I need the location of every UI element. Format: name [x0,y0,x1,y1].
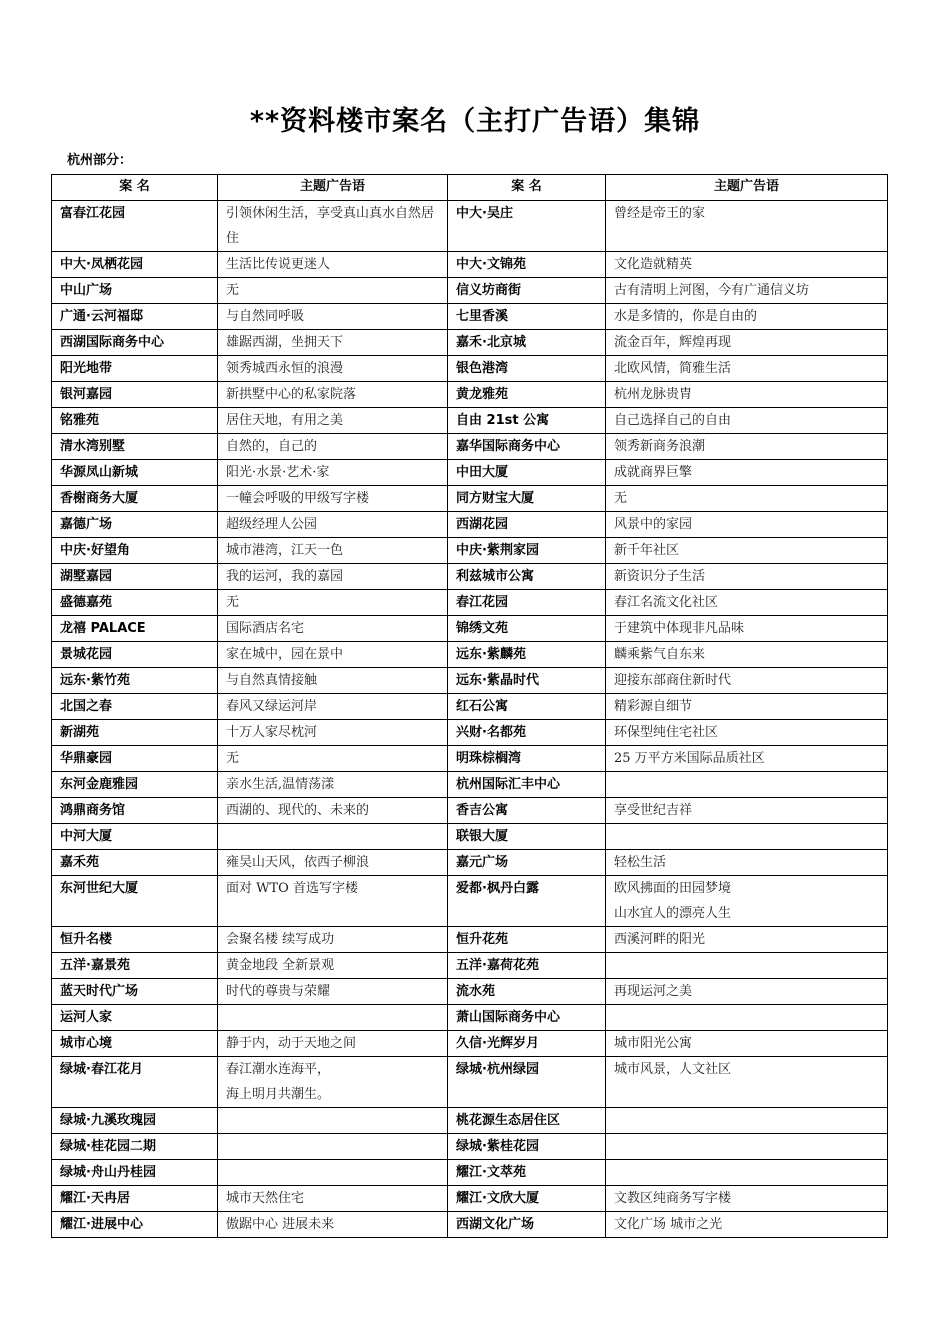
slogan-left: 春江潮水连海平， 海上明月共潮生。 [218,1057,448,1108]
project-name-right: 远东·紫麟苑 [448,642,606,668]
slogan-right: 文教区纯商务写字楼 [606,1186,888,1212]
table-row [52,720,888,746]
slogan-right: 欧风拂面的田园梦境 山水宜人的漂亮人生 [606,876,888,927]
slogan-right: 曾经是帝王的家 [606,201,888,252]
slogan-right: 春江名流文化社区 [606,590,888,616]
project-name-right: 嘉元广场 [448,850,606,876]
project-name-left: 绿城·桂花园二期 [52,1134,218,1160]
project-name-left: 远东·紫竹苑 [52,668,218,694]
slogan-right: 北欧风情，简雅生活 [606,356,888,382]
project-name-right: 中大·吴庄 [448,201,606,252]
table-row [52,824,888,850]
project-name-right: 中田大厦 [448,460,606,486]
slogan-right: 成就商界巨擎 [606,460,888,486]
table-row [52,538,888,564]
slogan-left: 城市天然住宅 [218,1186,448,1212]
project-name-right: 银色港湾 [448,356,606,382]
slogan-right: 麟乘紫气自东来 [606,642,888,668]
project-name-right: 耀江·文欣大厦 [448,1186,606,1212]
table-row [52,616,888,642]
project-name-left: 嘉禾苑 [52,850,218,876]
slogan-left: 傲踞中心 进展未来 [218,1212,448,1238]
slogan-right [606,772,888,798]
table-row [52,564,888,590]
slogan-left: 新拱墅中心的私家院落 [218,382,448,408]
slogan-right: 领秀新商务浪潮 [606,434,888,460]
slogan-right: 新资识分子生活 [606,564,888,590]
project-name-left: 鸿鼎商务馆 [52,798,218,824]
table-row [52,590,888,616]
slogan-left: 黄金地段 全新景观 [218,953,448,979]
project-name-left: 铭雅苑 [52,408,218,434]
project-name-left: 绿城·舟山丹桂园 [52,1160,218,1186]
slogan-right: 文化广场 城市之光 [606,1212,888,1238]
project-name-left: 绿城·九溪玫瑰园 [52,1108,218,1134]
table-row [52,434,888,460]
project-name-right: 西湖文化广场 [448,1212,606,1238]
slogan-left: 生活比传说更迷人 [218,252,448,278]
project-name-left: 中山广场 [52,278,218,304]
table-row [52,746,888,772]
project-name-left: 华源凤山新城 [52,460,218,486]
project-name-right: 明珠棕榈湾 [448,746,606,772]
project-name-left: 城市心境 [52,1031,218,1057]
slogan-left: 春风又绿运河岸 [218,694,448,720]
slogan-right: 城市风景，人文社区 [606,1057,888,1108]
table-row [52,201,888,252]
header-slogan-right: 主题广告语 [606,175,888,201]
table-body [52,201,888,1238]
table-row [52,876,888,927]
project-name-right: 信义坊商街 [448,278,606,304]
slogan-left: 阳光·水景·艺术·家 [218,460,448,486]
table-row [52,1031,888,1057]
slogan-right: 水是多情的，你是自由的 [606,304,888,330]
slogan-left: 面对 WTO 首选写字楼 [218,876,448,927]
project-slogan-table [51,174,888,1238]
project-name-right: 中大·文锦苑 [448,252,606,278]
table-row [52,798,888,824]
project-name-right: 萧山国际商务中心 [448,1005,606,1031]
project-name-left: 中河大厦 [52,824,218,850]
slogan-left: 家在城中，园在景中 [218,642,448,668]
section-heading: 杭州部分： [67,153,133,168]
slogan-left [218,824,448,850]
slogan-left: 时代的尊贵与荣耀 [218,979,448,1005]
table-row [52,1005,888,1031]
slogan-right: 风景中的家园 [606,512,888,538]
slogan-right: 轻松生活 [606,850,888,876]
slogan-left: 无 [218,746,448,772]
table-row [52,356,888,382]
slogan-left: 雍吴山天风，依西子柳浪 [218,850,448,876]
table-row [52,330,888,356]
table-row [52,1186,888,1212]
project-name-right: 流水苑 [448,979,606,1005]
project-name-left: 蓝天时代广场 [52,979,218,1005]
slogan-right: 精彩源自细节 [606,694,888,720]
project-name-right: 五洋·嘉荷花苑 [448,953,606,979]
project-name-right: 利兹城市公寓 [448,564,606,590]
project-name-left: 龙禧 PALACE [52,616,218,642]
project-name-right: 耀江·文萃苑 [448,1160,606,1186]
slogan-left: 我的运河，我的嘉园 [218,564,448,590]
project-name-left: 盛德嘉苑 [52,590,218,616]
table-row [52,694,888,720]
header-project-name-right: 案 名 [448,175,606,201]
project-name-right: 中庆·紫荆家园 [448,538,606,564]
project-name-right: 久信·光辉岁月 [448,1031,606,1057]
table-row [52,460,888,486]
project-name-right: 黄龙雅苑 [448,382,606,408]
slogan-right: 杭州龙脉贵胄 [606,382,888,408]
slogan-left: 自然的，自己的 [218,434,448,460]
project-name-left: 华鼎豪园 [52,746,218,772]
project-name-right: 春江花园 [448,590,606,616]
slogan-left [218,1108,448,1134]
slogan-right [606,953,888,979]
table-row [52,927,888,953]
table-row [52,1134,888,1160]
project-name-left: 景城花园 [52,642,218,668]
slogan-left: 西湖的、现代的、未来的 [218,798,448,824]
project-name-left: 清水湾别墅 [52,434,218,460]
slogan-right [606,1005,888,1031]
slogan-left: 与自然真情接触 [218,668,448,694]
slogan-right: 古有清明上河图，今有广通信义坊 [606,278,888,304]
slogan-right: 城市阳光公寓 [606,1031,888,1057]
slogan-left: 会聚名楼 续写成功 [218,927,448,953]
project-name-left: 富春江花园 [52,201,218,252]
slogan-right: 无 [606,486,888,512]
slogan-left [218,1134,448,1160]
project-name-right: 桃花源生态居住区 [448,1108,606,1134]
slogan-right: 再现运河之美 [606,979,888,1005]
slogan-left: 国际酒店名宅 [218,616,448,642]
slogan-right: 西溪河畔的阳光 [606,927,888,953]
project-name-right: 嘉华国际商务中心 [448,434,606,460]
slogan-right: 文化造就精英 [606,252,888,278]
table-row [52,668,888,694]
project-name-right: 西湖花园 [448,512,606,538]
slogan-left: 静于内，动于天地之间 [218,1031,448,1057]
header-project-name-left: 案 名 [52,175,218,201]
slogan-right: 25 万平方米国际品质社区 [606,746,888,772]
project-name-left: 耀江·进展中心 [52,1212,218,1238]
project-name-left: 香榭商务大厦 [52,486,218,512]
project-name-left: 湖墅嘉园 [52,564,218,590]
page-title: **资料楼市案名（主打广告语）集锦 [249,106,701,137]
project-name-right: 香吉公寓 [448,798,606,824]
project-name-left: 东河金鹿雅园 [52,772,218,798]
project-name-right: 联银大厦 [448,824,606,850]
project-name-right: 远东·紫晶时代 [448,668,606,694]
project-name-left: 绿城·春江花月 [52,1057,218,1108]
slogan-left: 无 [218,590,448,616]
slogan-right: 流金百年，辉煌再现 [606,330,888,356]
slogan-left: 一幢会呼吸的甲级写字楼 [218,486,448,512]
slogan-left: 超级经理人公园 [218,512,448,538]
slogan-right [606,1134,888,1160]
slogan-right: 环保型纯住宅社区 [606,720,888,746]
slogan-left: 城市港湾，江天一色 [218,538,448,564]
project-name-left: 嘉德广场 [52,512,218,538]
table-row [52,1212,888,1238]
slogan-left: 引领休闲生活，享受真山真水自然居住 [218,201,448,252]
table-row [52,486,888,512]
slogan-right: 迎接东部商住新时代 [606,668,888,694]
project-name-right: 恒升花苑 [448,927,606,953]
project-name-left: 广通·云河福邸 [52,304,218,330]
project-name-left: 西湖国际商务中心 [52,330,218,356]
table-row [52,979,888,1005]
slogan-right: 享受世纪吉祥 [606,798,888,824]
table-row [52,408,888,434]
slogan-right: 于建筑中体现非凡品味 [606,616,888,642]
slogan-right [606,824,888,850]
project-name-left: 阳光地带 [52,356,218,382]
project-name-left: 东河世纪大厦 [52,876,218,927]
table-row [52,1108,888,1134]
project-name-right: 绿城·紫桂花园 [448,1134,606,1160]
project-name-left: 运河人家 [52,1005,218,1031]
table-row [52,252,888,278]
project-name-left: 中大·凤栖花园 [52,252,218,278]
table-row [52,278,888,304]
project-name-right: 同方财宝大厦 [448,486,606,512]
project-name-left: 银河嘉园 [52,382,218,408]
project-name-left: 恒升名楼 [52,927,218,953]
slogan-left [218,1005,448,1031]
project-name-right: 爱都·枫丹白露 [448,876,606,927]
project-name-left: 耀江·天冉居 [52,1186,218,1212]
project-name-right: 杭州国际汇丰中心 [448,772,606,798]
table-row [52,642,888,668]
project-name-left: 北国之春 [52,694,218,720]
slogan-left: 居住天地，有用之美 [218,408,448,434]
table-row [52,304,888,330]
slogan-left: 领秀城西永恒的浪漫 [218,356,448,382]
project-name-right: 兴财·名都苑 [448,720,606,746]
table-header-row [52,175,888,201]
slogan-left: 与自然同呼吸 [218,304,448,330]
project-name-right: 自由 21st 公寓 [448,408,606,434]
project-name-left: 五洋·嘉景苑 [52,953,218,979]
project-name-right: 红石公寓 [448,694,606,720]
project-name-right: 锦绣文苑 [448,616,606,642]
table-row [52,953,888,979]
slogan-left: 雄踞西湖，坐拥天下 [218,330,448,356]
table-row [52,772,888,798]
table-row [52,382,888,408]
slogan-left: 无 [218,278,448,304]
project-name-left: 新湖苑 [52,720,218,746]
slogan-right: 新千年社区 [606,538,888,564]
slogan-right [606,1108,888,1134]
project-name-right: 嘉禾·北京城 [448,330,606,356]
project-name-left: 中庆·好望角 [52,538,218,564]
table-row [52,850,888,876]
slogan-right: 自己选择自己的自由 [606,408,888,434]
project-name-right: 七里香溪 [448,304,606,330]
table-row [52,1160,888,1186]
slogan-right [606,1160,888,1186]
project-name-right: 绿城·杭州绿园 [448,1057,606,1108]
header-slogan-left: 主题广告语 [218,175,448,201]
table-row [52,1057,888,1108]
slogan-left [218,1160,448,1186]
slogan-left: 十万人家尽枕河 [218,720,448,746]
slogan-left: 亲水生活,温情荡漾 [218,772,448,798]
table-row [52,512,888,538]
